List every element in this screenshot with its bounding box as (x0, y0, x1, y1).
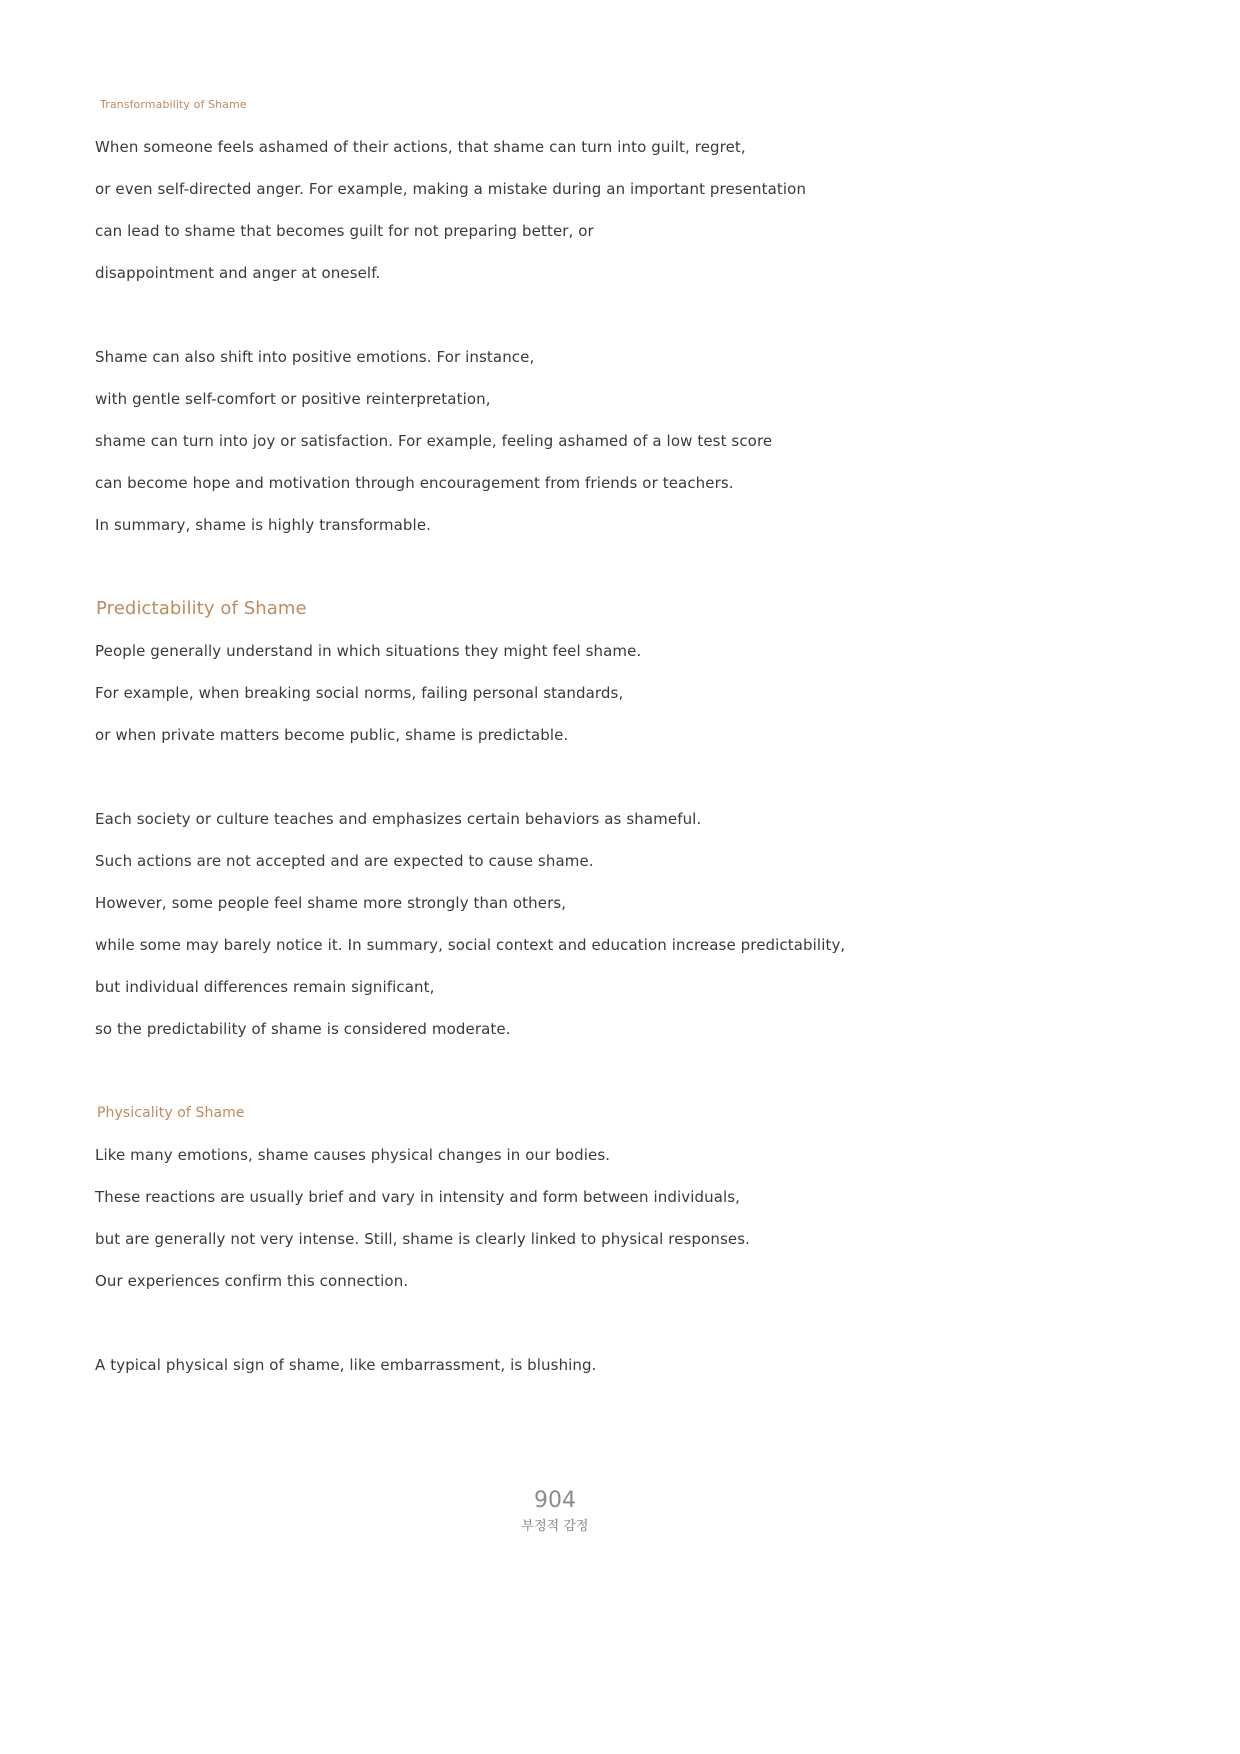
footer-caption: 부정적 감정 (521, 1519, 589, 1534)
paragraph-line: These reactions are usually brief and vary in intensity and form between individuals, (95, 1188, 741, 1206)
paragraph-line: Our experiences confirm this connection. (95, 1272, 409, 1290)
paragraph-line: with gentle self-comfort or positive reinterpretation, (95, 390, 491, 408)
page-number: 904 (534, 1488, 576, 1513)
paragraph-line: In summary, shame is highly transformable. (95, 516, 432, 534)
paragraph-line: can become hope and motivation through encouragement from friends or teachers. (95, 474, 734, 492)
paragraph-line: or when private matters become public, shame is predictable. (95, 726, 569, 744)
paragraph-line: while some may barely notice it. In summary, social context and education increase predictability, (95, 936, 846, 954)
paragraph-line: However, some people feel shame more strongly than others, (95, 894, 567, 912)
blank-line (95, 1050, 1015, 1092)
page-footer (95, 1486, 1015, 1538)
paragraph-line: disappointment and anger at oneself. (95, 264, 381, 282)
section-heading-physicality: Physicality of Shame (97, 1105, 245, 1121)
blank-line (95, 1302, 1015, 1344)
paragraph-line: Each society or culture teaches and emphasizes certain behaviors as shameful. (95, 810, 702, 828)
paragraph-line: can lead to shame that becomes guilt for not preparing better, or (95, 222, 594, 240)
paragraph-line: shame can turn into joy or satisfaction. For example, feeling ashamed of a low test score (95, 432, 773, 450)
paragraph-line: Such actions are not accepted and are expected to cause shame. (95, 852, 594, 870)
paragraph-line: A typical physical sign of shame, like embarrassment, is blushing. (95, 1356, 597, 1374)
paragraph-line: so the predictability of shame is considered moderate. (95, 1020, 511, 1038)
paragraph-line: or even self-directed anger. For example, making a mistake during an important presentation (95, 180, 807, 198)
blank-line (95, 756, 1015, 798)
paragraph-line: but individual differences remain significant, (95, 978, 435, 996)
blank-line (95, 546, 1015, 588)
blank-line (95, 294, 1015, 336)
paragraph-line: but are generally not very intense. Still, shame is clearly linked to physical responses. (95, 1230, 750, 1248)
paragraph-line: Shame can also shift into positive emotions. For instance, (95, 348, 535, 366)
paragraph-line: People generally understand in which situations they might feel shame. (95, 642, 642, 660)
paragraph-line: Like many emotions, shame causes physical changes in our bodies. (95, 1146, 611, 1164)
paragraph-line: For example, when breaking social norms, failing personal standards, (95, 684, 624, 702)
section-heading-transformability: Transformability of Shame (100, 98, 247, 111)
section-heading-predictability: Predictability of Shame (96, 598, 307, 619)
paragraph-line: When someone feels ashamed of their actions, that shame can turn into guilt, regret, (95, 138, 746, 156)
